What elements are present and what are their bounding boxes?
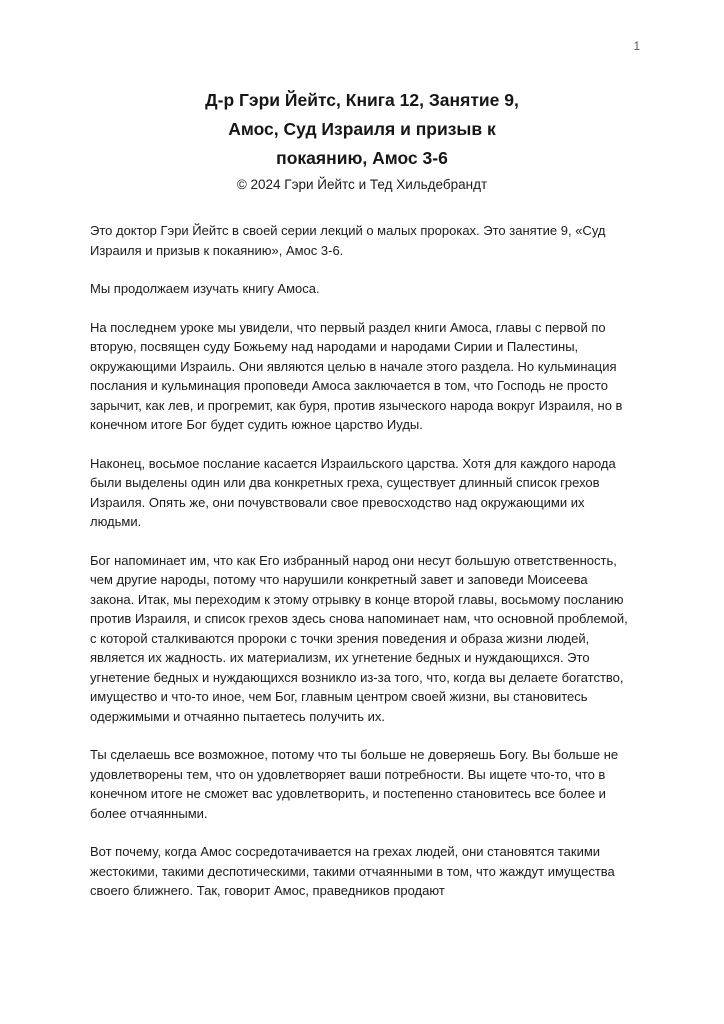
paragraph: Вот почему, когда Амос сосредотачивается на грехах людей, они становятся такими жестокими, такими деспотическими, такими отчаянными в том, что жаждут имущества своего ближнего. Так, говорит Амос, праведников продают	[90, 844, 615, 898]
paragraph: Наконец, восьмое послание касается Израильского царства. Хотя для каждого народа были выделены один или два конкретных греха, существует длинный список грехов Израиля. Опять же, они почувствовали свое превосходство над окружающими их людьми.	[90, 455, 616, 529]
paragraph: На последнем уроке мы увидели, что первый раздел книги Амоса, главы с первой по вторую, посвящен суду Божьему над народами и народами Сирии и Палестины, окружающими Израиль. Они являются целью в начале этого раздела. Но кульминация послания и кульминация проповеди Амоса заключается в том, что Господь не просто зарычит, как лев, и прогремит, как буря, против языческого народа вокруг Израиля, но в конечном итоге Бог будет судить южное царство Иуды.	[90, 319, 623, 432]
paragraph: Бог напоминает им, что как Его избранный народ они несут большую ответственность, чем другие народы, потому что нарушили конкретный завет и заповеди Моисеева закона. Итак, мы переходим к этому отрывку в конце второй главы, восьмому посланию против Израиля, и список грехов здесь снова напоминает нам, что основной проблемой, с которой сталкиваются пророки с точки зрения поведения и образа жизни людей, является их жадность. их материализм, их угнетение бедных и нуждающихся. Это угнетение бедных и нуждающихся возникло из-за того, что, когда вы делаете богатство, имущество и что-то иное, чем Бог, главным центром своей жизни, вы становитесь одержимыми и отчаянно пытаетесь получить их.	[90, 552, 628, 724]
title-line-1: Д-р Гэри Йейтс, Книга 12, Занятие 9,	[205, 90, 519, 110]
body-text	[90, 221, 634, 901]
document-content	[0, 86, 724, 901]
paragraph: Это доктор Гэри Йейтс в своей серии лекций о малых пророках. Это занятие 9, «Суд Израиля и призыв к покаянию», Амос 3-6.	[90, 223, 606, 258]
title-line-2: Амос, Суд Израиля и призыв к	[228, 119, 496, 139]
copyright-line: © 2024 Гэри Йейтс и Тед Хильдебрандт	[236, 177, 488, 192]
paragraph: Мы продолжаем изучать книгу Амоса.	[90, 281, 320, 296]
paragraph: Ты сделаешь все возможное, потому что ты больше не доверяешь Богу. Вы больше не удовлетворены тем, что он удовлетворяет ваши потребности. Вы ищете что-то, что в конечном итоге не сможет вас удовлетворить, и постепенно становитесь все более и более отчаянными.	[90, 747, 619, 821]
document-title	[90, 86, 634, 173]
title-line-3: покаянию, Амос 3-6	[276, 148, 448, 168]
page-number: 1	[633, 41, 640, 53]
